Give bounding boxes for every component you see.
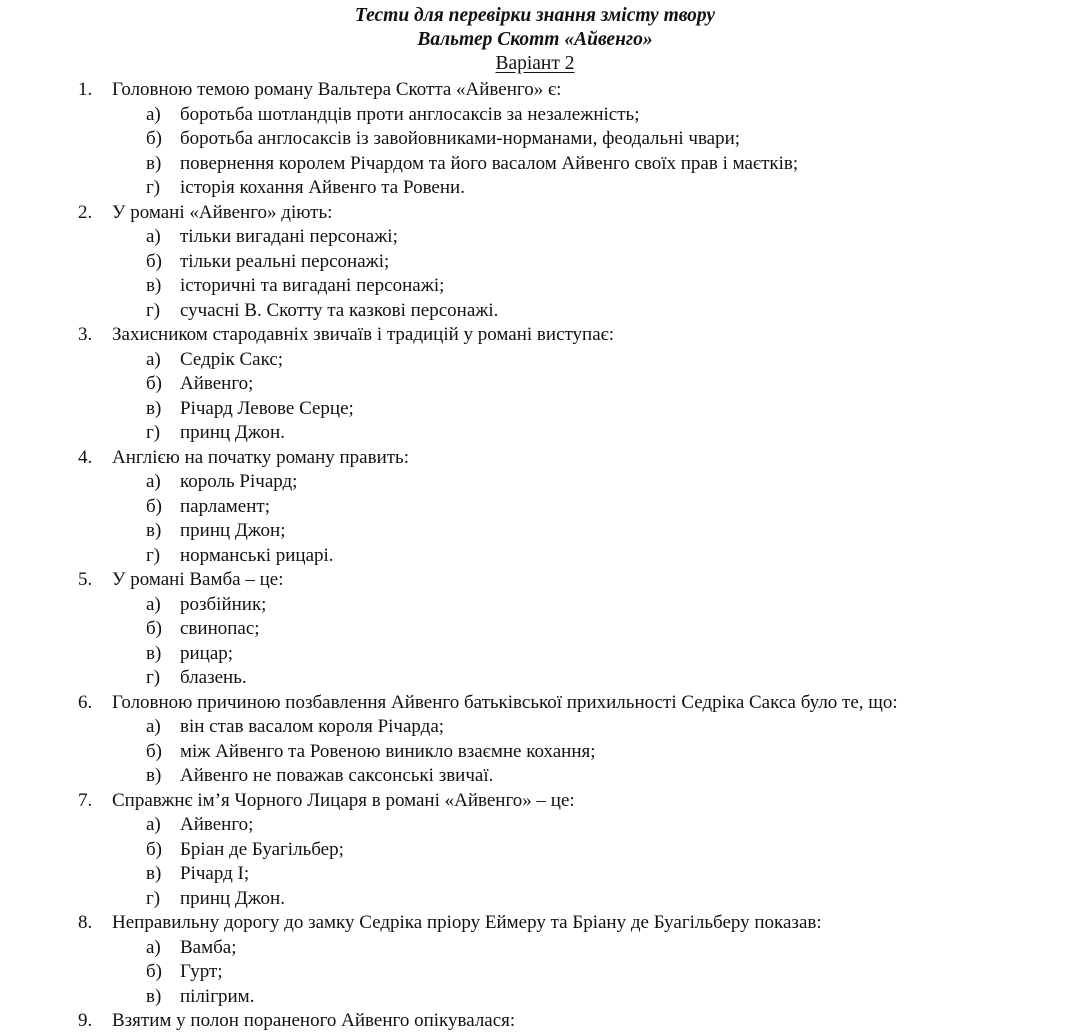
question-row (78, 323, 1068, 348)
option-text: Айвенго; (180, 814, 254, 835)
option-letter: б) (146, 250, 162, 272)
option-text: Річард І; (180, 863, 250, 884)
question-row (78, 691, 1068, 716)
question-text: Захисником стародавніх звичаїв і традицій у романі виступає: (112, 324, 615, 345)
answer-option (78, 250, 1068, 275)
option-text: Бріан де Буагільбер; (180, 838, 344, 860)
question-text: У романі Вамба – це: (112, 569, 284, 590)
option-text: Седрік Сакс; (180, 348, 284, 370)
answer-option (78, 299, 1068, 324)
question-number: 2. (78, 201, 93, 223)
option-letter: г) (146, 177, 161, 198)
option-letter: а) (146, 593, 161, 615)
answer-option (78, 372, 1068, 397)
question-item (78, 789, 1068, 912)
option-text: Айвенго; (180, 373, 254, 394)
question-item (78, 323, 1068, 446)
question-row (78, 446, 1068, 471)
question-item (78, 568, 1068, 691)
option-letter: в) (146, 397, 162, 419)
answer-option (78, 936, 1068, 961)
question-number: 1. (78, 79, 93, 100)
option-text: розбійник; (180, 593, 267, 615)
option-text: свинопас; (180, 618, 260, 639)
option-letter: а) (146, 716, 161, 737)
answer-option (78, 838, 1068, 863)
document-subtitle: Вальтер Скотт «Айвенго» (417, 29, 653, 50)
option-text: Річард Левове Серце; (180, 397, 354, 419)
question-text: У романі «Айвенго» діють: (112, 201, 333, 223)
question-number: 3. (78, 324, 93, 345)
question-number: 7. (78, 789, 93, 811)
document-title: Тести для перевірки знання змісту твору (354, 5, 716, 26)
answer-option (78, 813, 1068, 838)
question-text: Справжнє ім’я Чорного Лицаря в романі «Айвенго» – це: (112, 789, 575, 811)
option-text: він став васалом короля Річарда; (180, 716, 445, 737)
answer-option (78, 348, 1068, 373)
option-letter: б) (146, 618, 162, 639)
answer-option (78, 519, 1068, 544)
option-text: Гурт; (180, 961, 223, 982)
option-text: принц Джон. (180, 422, 285, 443)
question-row (78, 789, 1068, 814)
option-text: боротьба шотландців проти англосаксів за незалежність; (180, 103, 640, 125)
answer-option (78, 470, 1068, 495)
question-number: 4. (78, 446, 93, 468)
question-number: 6. (78, 691, 93, 713)
option-text: боротьба англосаксів із завойовниками-норманами, феодальні чвари; (180, 128, 741, 149)
question-item (78, 911, 1068, 1009)
option-letter: г) (146, 544, 161, 566)
answer-option (78, 764, 1068, 789)
top-cut-line (490, 0, 580, 3)
answer-option (78, 862, 1068, 887)
option-text: принц Джон. (180, 887, 285, 909)
document-header (0, 4, 1070, 76)
option-letter: б) (146, 495, 162, 517)
option-text: парламент; (180, 495, 270, 517)
answer-option (78, 985, 1068, 1010)
option-letter: а) (146, 936, 161, 958)
question-row (78, 78, 1068, 103)
option-text: тільки реальні персонажі; (180, 250, 390, 272)
answer-option (78, 715, 1068, 740)
answer-option (78, 740, 1068, 765)
question-text: Англією на початку роману править: (112, 446, 409, 468)
answer-option (78, 421, 1068, 446)
answer-option (78, 103, 1068, 128)
option-text: між Айвенго та Ровеною виникло взаємне кохання; (180, 740, 596, 762)
question-text: Неправильну дорогу до замку Седріка пріору Еймеру та Бріану де Буагільберу показав: (112, 912, 822, 933)
answer-option (78, 176, 1068, 201)
answer-option (78, 593, 1068, 618)
option-letter: б) (146, 373, 162, 394)
option-letter: в) (146, 275, 162, 296)
question-item (78, 446, 1068, 569)
variant-label: Варіант 2 (495, 53, 575, 74)
question-row (78, 201, 1068, 226)
option-letter: б) (146, 961, 162, 982)
option-letter: а) (146, 103, 161, 125)
question-number: 8. (78, 912, 93, 933)
option-text: король Річард; (180, 471, 298, 492)
option-letter: б) (146, 838, 162, 860)
answer-option (78, 544, 1068, 569)
option-letter: в) (146, 520, 162, 541)
option-letter: г) (146, 667, 161, 688)
option-letter: в) (146, 863, 162, 884)
answer-option (78, 666, 1068, 691)
option-letter: а) (146, 226, 161, 247)
answer-option (78, 397, 1068, 422)
option-letter: г) (146, 299, 161, 321)
question-item (78, 691, 1068, 789)
option-text: пілігрим. (180, 985, 255, 1007)
option-text: Айвенго не поважав саксонські звичаї. (180, 765, 494, 786)
option-text: рицар; (180, 642, 234, 664)
option-text: історичні та вигадані персонажі; (180, 275, 445, 296)
answer-option (78, 617, 1068, 642)
option-letter: а) (146, 348, 161, 370)
question-row (78, 911, 1068, 936)
cut-off-question (78, 1009, 678, 1031)
option-letter: в) (146, 152, 162, 174)
option-letter: г) (146, 422, 161, 443)
question-list (78, 78, 1068, 1009)
question-item (78, 201, 1068, 324)
option-letter: а) (146, 471, 161, 492)
answer-option (78, 495, 1068, 520)
answer-option (78, 887, 1068, 912)
option-text: історія кохання Айвенго та Ровени. (180, 177, 465, 198)
option-letter: б) (146, 740, 162, 762)
option-text: норманські рицарі. (180, 544, 334, 566)
question-item (78, 78, 1068, 201)
option-letter: в) (146, 985, 162, 1007)
option-text: принц Джон; (180, 520, 286, 541)
option-letter: в) (146, 642, 162, 664)
option-letter: а) (146, 814, 161, 835)
answer-option (78, 274, 1068, 299)
question-number: 5. (78, 569, 93, 590)
option-letter: б) (146, 128, 162, 149)
answer-option (78, 152, 1068, 177)
question-text: Головною причиною позбавлення Айвенго батьківської прихильності Седріка Сакса було те, що: (112, 691, 898, 713)
option-text: сучасні В. Скотту та казкові персонажі. (180, 299, 499, 321)
question-row (78, 568, 1068, 593)
option-letter: в) (146, 765, 162, 786)
option-text: повернення королем Річардом та його васалом Айвенго своїх прав і маєтків; (180, 152, 799, 174)
question-text: Головною темою роману Вальтера Скотта «Айвенго» є: (112, 79, 562, 100)
option-text: Вамба; (180, 936, 237, 958)
option-letter: г) (146, 887, 161, 909)
question-text: Взятим у полон пораненого Айвенго опікувалася: (112, 1010, 516, 1031)
option-text: тільки вигадані персонажі; (180, 226, 398, 247)
answer-option (78, 960, 1068, 985)
option-text: блазень. (180, 667, 247, 688)
question-number: 9. (78, 1010, 93, 1031)
answer-option (78, 127, 1068, 152)
answer-option (78, 642, 1068, 667)
answer-option (78, 225, 1068, 250)
